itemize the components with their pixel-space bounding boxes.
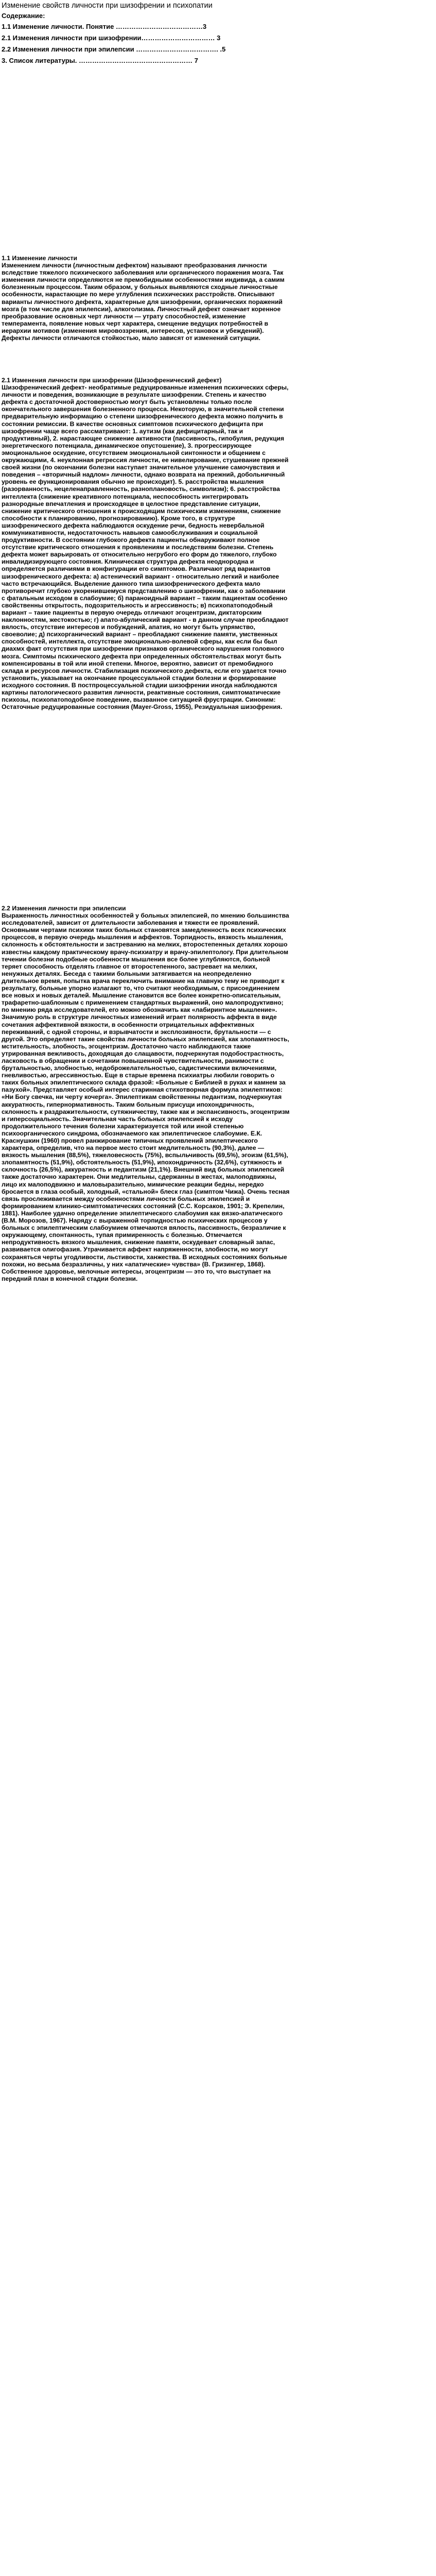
section-epilepsy (2, 905, 290, 1282)
table-of-contents (2, 21, 290, 66)
section-heading: 1.1 Изменение личности (2, 255, 77, 262)
toc-item: 2.2 Изменения личности при эпилепсии ………………………………. .5 (2, 45, 226, 53)
section-personality-change (2, 255, 290, 342)
section-heading: 2.2 Изменения личности при эпилепсии (2, 905, 126, 912)
document-title: Изменение свойств личности при шизофрении и психопатии (2, 2, 213, 10)
section-schizophrenia (2, 377, 290, 710)
toc-item: 2.1 Изменения личности при шизофрении…………………………… 3 (2, 34, 221, 42)
section-paragraph: Шизофренический дефект- необратимые редуцированные изменения психических сферы, личности и поведения, возникающие в результате шизофрении. Степень и качество дефекта с достаточной достоверностью могут быть установлены только после окончательного завершения болезненного процесса. Некоторую, в значительной степени предварительную информацию о степени шизофренического дефекта можно получить в состоянии ремиссии. В качестве основных симптомов психического дефицита при шизофрении чаще всего рассматривают: 1. аутизм (как дефицитарный, так и продуктивный), 2. нарастающее снижение активности (пассивность, гипобулия, редукция энергетического потенциала, динамическое опустошение), 3. прогрессирующее эмоциональное оскудение, отсутствием эмоциональной синтонности и общением с окружающими, 4. неуклонная регрессия личности, ее нивелирование, стушевание прежней своей жизни (по окончании болезни наступает значительное улучшение самочувствия и поведения – «вторичный надлом» личности, однако возврата на прежний, добольничный уровень ее функционирования обычно не происходит). 5. расстройства мышления (разорванность, нецеленаправленность, разноплановость, символизм); 6. расстройства интеллекта (снижение креативного потенциала, неспособность интегрировать разнородные впечатления и происходящее в целостное представление ситуации, снижение критического отношения к происходящим психическим изменениям, снижение способности к планированию, прогнозированию). Кроме того, в структуре шизофренического дефекта наблюдаются оскудение речи, бедность невербальной коммуникативности, недостаточность навыков самообслуживания и социальной продуктивности. В состоянии глубокого дефекта пациенты обнаруживают полное отсутствие критического отношения к проявлениям и последствиям болезни. Степень дефекта может варьировать от относительно негрубого его форм до тяжелого, глубоко инвалидизирующего состояния. Клиническая структура дефекта неоднородна и определяется различиями в конфигурации его симптомов. Различают ряд вариантов шизофренического дефекта: а) астенический вариант - относительно легкий и наиболее часто встречающийся. Выделение данного типа шизофренического дефекта мало противоречит глубоко укоренившемуся представлению о шизофрении, как о заболевании с фатальным исходом в слабоумие; б) параноидный вариант – таким пациентам особенно свойственны открытость, подозрительность и агрессивность; в) психопатоподобный вариант – такие пациенты в первую очередь отличают эгоцентризм, диктаторским наклонностям, жестокостью; г) апато-абулический вариант - в данном случае преобладают вялость, отсутствие интересов и побуждений, апатия, но могут быть упрямство, своеволие; д) психорганический вариант – преобладают снижение памяти, умственных способностей, интеллекта, отсутствие эмоционально-волевой сферы, как если бы был диахмх факт отсутствия при шизофрении признаков органического нарушения головного мозга. Симптомы психического дефекта при определенных обстоятельствах могут быть компенсированы в той или иной степени. Многое, вероятно, зависит от премобидного склада и ресурсов личности. Стабилизация психического дефекта, если его удается точно установить, указывает на окончание процессуальной стадии болезни и формирование исходного состояния. В постпроцессуальной стадии шизофрении иногда наблюдаются картины патологического развития личности, реактивные состояния, симптоматические психозы, психопатоподобное поведение, вызванное ситуацией фрустрации. Синоним: Остаточные редуцированные состояния (Mayer-Gross, 1955), Резидуальная шизофрения. (2, 384, 289, 711)
section-heading: 2.1 Изменения личности при шизофрении (Шизофренический дефект) (2, 377, 222, 384)
toc-label: Содержание: (2, 12, 45, 20)
toc-item: 1.1 Изменение личности. Понятие …………………………………3 (2, 23, 207, 30)
section-paragraph: Выраженность личностных особенностей у больных эпилепсией, по мнению большинства исследователей, зависит от длительности заболевания и тяжести ее проявлений. Основными чертами психики таких больных становятся замедленность всех психических процессов, в первую очередь мышления и аффектов. Торпидность, вязкость мышления, склонность к обстоятельности и застреванию на мелких, второстепенных деталях хорошо известны каждому практическому врачу-психиатру и врачу-эпилептологу. При длительном течении болезни подобные особенности мышления все более углубляются, больной теряет способность отделять главное от второстепенного, застревает на мелких, ненужных деталях. Беседа с такими больными затягивается на неопределенно длительное время, попытка врача переключить внимание на главную тему не приводит к результату, больные упорно излагают то, что считают необходимым, с присоединением все новых и новых деталей. Мышление становится все более конкретно-описательным, трафаретно-шаблонным с применением стандартных выражений, оно малопродуктивно; по мнению ряда исследователей, его можно обозначить как «лабиринтное мышление». Значимую роль в структуре личностных изменений играет полярность аффекта в виде сочетания аффективной вязкости, в особенности отрицательных аффективных переживаний, с одной стороны, и взрывчатости и эксплозивности, брутальности — с другой. Это определяет такие свойства личности больных эпилепсией, как злопамятность, мстительность, злобность, эгоцентризм. Достаточно часто наблюдаются также утрированная вежливость, доходящая до слащавости, подчеркнутая подобострастность, ласковость в обращении и сочетании повышенной чувствительности, ранимости с брутальностью, злобностью, недоброжелательностью, садистическими включениями, гневливостью, агрессивностью. Еще в старые времена психиатры любили говорить о таких больных эпилептического склада фразой: «Больные с Библией в руках и камнем за пазухой». Представляет особый интерес старинная стихотворная формула эпилептиков: «Ни Богу свечка, ни черту кочерга». Эпилептикам свойственны педантизм, подчеркнутая аккуратность, гипернормативность. Таким больным присущи ипохондричность, склонность к раздражительности, сутяжничеству, также как и экспансивность, эгоцентризм и гиперсоциальность. Значительная часть больных эпилепсией к исходу продолжительного течения болезни характеризуется той или иной степенью психоорганического синдрома, обозначаемого как эпилептическое слабоумие. Е.К. Краснушкин (1960) провел ранжирование типичных проявлений эпилептического характера, определив, что на первое место стоит медлительность (90,3%), далее — вязкость мышления (88,5%), тяжеловесность (75%), вспыльчивость (69,5%), эгоизм (61,5%), злопамятность (51,9%), обстоятельность (51,9%), ипохондричность (32,6%), сутяжность и склочность (26,5%), аккуратность и педантизм (21,1%). Внешний вид больных эпилепсией также достаточно характерен. Они медлительны, сдержанны в жестах, малоподвижны, лицо их малоподвижно и маловыразительно, мимические реакции бедны, нередко бросается в глаза особый, холодный, «стальной» блеск глаз (симптом Чижа). Очень тесная связь прослеживается между особенностями личности больных эпилепсией и формированием клинико-симптоматических состояний (С.С. Корсаков, 1901; Э. Крепелин, 1881). Наиболее удачно определение эпилептического слабоумия как вязко-апатического (В.М. Морозов, 1967). Наряду с выраженной торпидностью психических процессов у больных с эпилептическим слабоумием отмечаются вялость, пассивность, безразличие к окружающему, спонтанность, тупая примиренность с болезнью. Отмечается непродуктивность вязкого мышления, снижение памяти, оскудевает словарный запас, развивается олигофазия. Утрачивается аффект напряженности, злобности, но могут сохраняться черты угодливости, льстивости, ханжества. В исходных состояниях больные похожи, но весьма безразличны, у них «апатические» чувства» (В. Гризингер, 1868). Собственное здоровье, мелочные интересы, эгоцентризм — это то, что выступает на передний план в конечной стадии болезни. (2, 912, 290, 1282)
toc-item: 3. Список литературы. …………………………………………… 7 (2, 57, 198, 64)
section-paragraph: Изменением личности (личностным дефектом) называют преобразования личности вследствие тяжелого психического заболевания или органического поражения мозга. Так изменения личности определяются не премобидными особенностями индивида, а самим болезненным процессом. Таким образом, у больных выявляются сходные личностные особенности, нарастающие по мере углубления психических расстройств. Описывают варианты личностного дефекта, характерные для шизофрении, органических поражений мозга (в том числе для эпилепсии), алкоголизма. Личностный дефект означает коренное преобразование основных черт личности — утрату способностей, изменение темперамента, появление новых черт характера, смещение ведущих потребностей в иерархии мотивов (изменения мировоззрения, интересов, установок и убеждений). Дефекты личности отличаются стойкостью, мало зависят от изменений ситуации. (2, 262, 285, 342)
